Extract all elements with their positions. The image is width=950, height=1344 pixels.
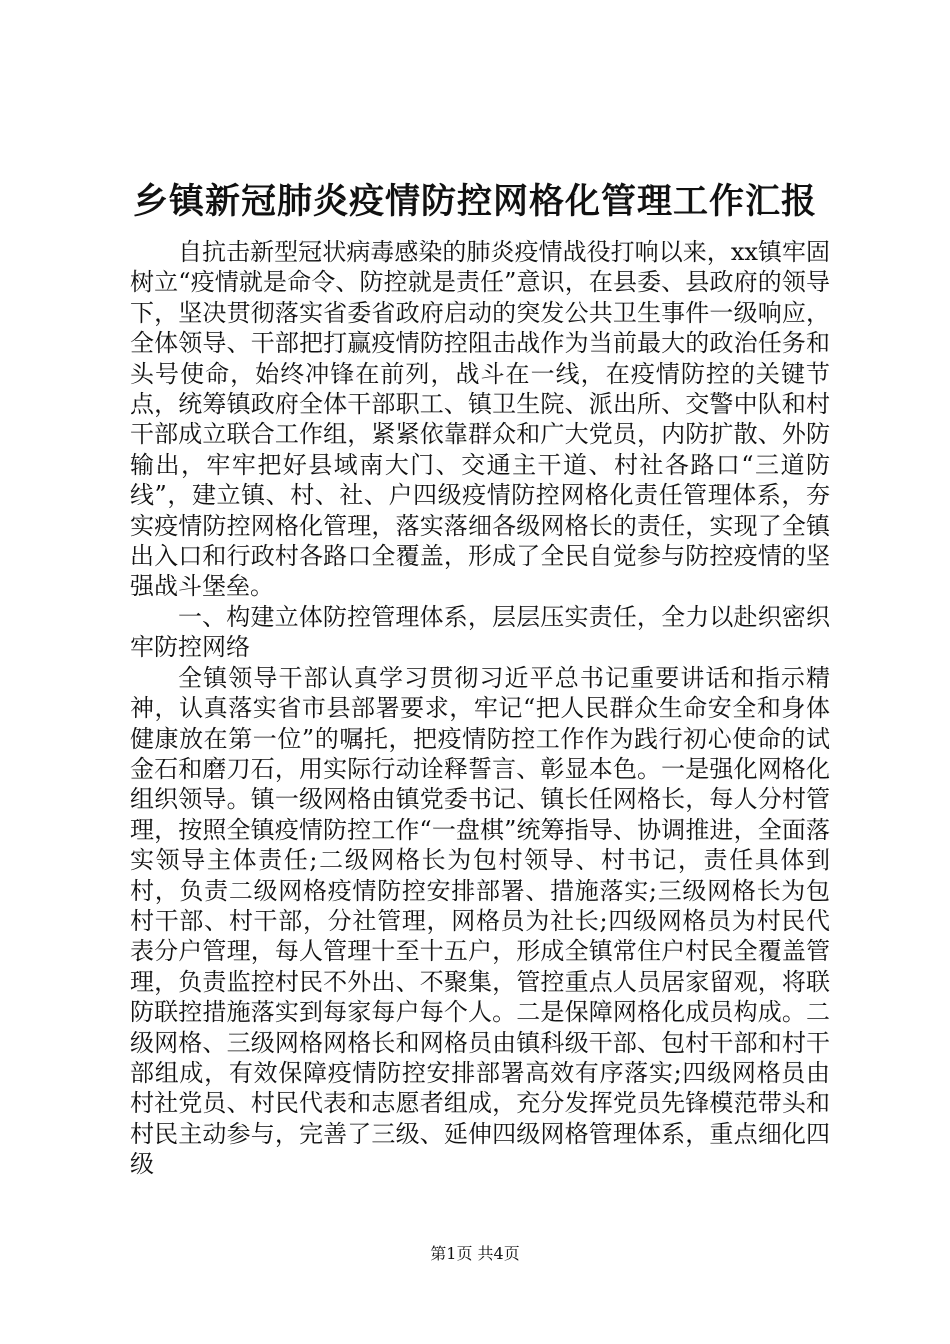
- paragraph-intro: 自抗击新型冠状病毒感染的肺炎疫情战役打响以来，xx镇牢固树立“疫情就是命令、防控就是责任”意识，在县委、县政府的领导下，坚决贯彻落实省委省政府启动的突发公共卫生事件一级响应，全体领导、干部把打赢疫情防控阻击战作为当前最大的政治任务和头号使命，始终冲锋在前列，战斗在一线，在疫情防控的关键节点，统筹镇政府全体干部职工、镇卫生院、派出所、交警中队和村干部成立联合工作组，紧紧依靠群众和广大党员，内防扩散、外防输出，牢牢把好县域南大门、交通主干道、村社各路口“三道防线”，建立镇、村、社、户四级疫情防控网格化责任管理体系，夯实疫情防控网格化管理，落实落细各级网格长的责任，实现了全镇出入口和行政村各路口全覆盖，形成了全民自觉参与防控疫情的坚强战斗堡垒。: [130, 238, 830, 601]
- document-title: 乡镇新冠肺炎疫情防控网格化管理工作汇报: [132, 181, 817, 222]
- page-footer: 第1页 共4页: [430, 1244, 520, 1263]
- document-body: [130, 237, 830, 1180]
- paragraph-section-body: 全镇领导干部认真学习贯彻习近平总书记重要讲话和指示精神，认真落实省市县部署要求，牢记“把人民群众生命安全和身体健康放在第一位”的嘱托，把疫情防控工作作为践行初心使命的试金石和磨刀石，用实际行动诠释誓言、彰显本色。一是强化网格化组织领导。镇一级网格由镇党委书记、镇长任网格长，每人分村管理，按照全镇疫情防控工作“一盘棋”统筹指导、协调推进，全面落实领导主体责任;二级网格长为包村领导、村书记，责任具体到村，负责二级网格疫情防控安排部署、措施落实;三级网格长为包村干部、村干部，分社管理，网格员为社长;四级网格员为村民代表分户管理，每人管理十至十五户，形成全镇常住户村民全覆盖管理，负责监控村民不外出、不聚集，管控重点人员居家留观，将联防联控措施落实到每家每户每个人。二是保障网格化成员构成。二级网格、三级网格网格长和网格员由镇科级干部、包村干部和村干部组成，有效保障疫情防控安排部署高效有序落实;四级网格员由村社党员、村民代表和志愿者组成，充分发挥党员先锋模范带头和村民主动参与，完善了三级、延伸四级网格管理体系，重点细化四级: [130, 663, 830, 1179]
- paragraph-section-heading: 一、构建立体防控管理体系，层层压实责任，全力以赴织密织牢防控网络: [130, 602, 830, 662]
